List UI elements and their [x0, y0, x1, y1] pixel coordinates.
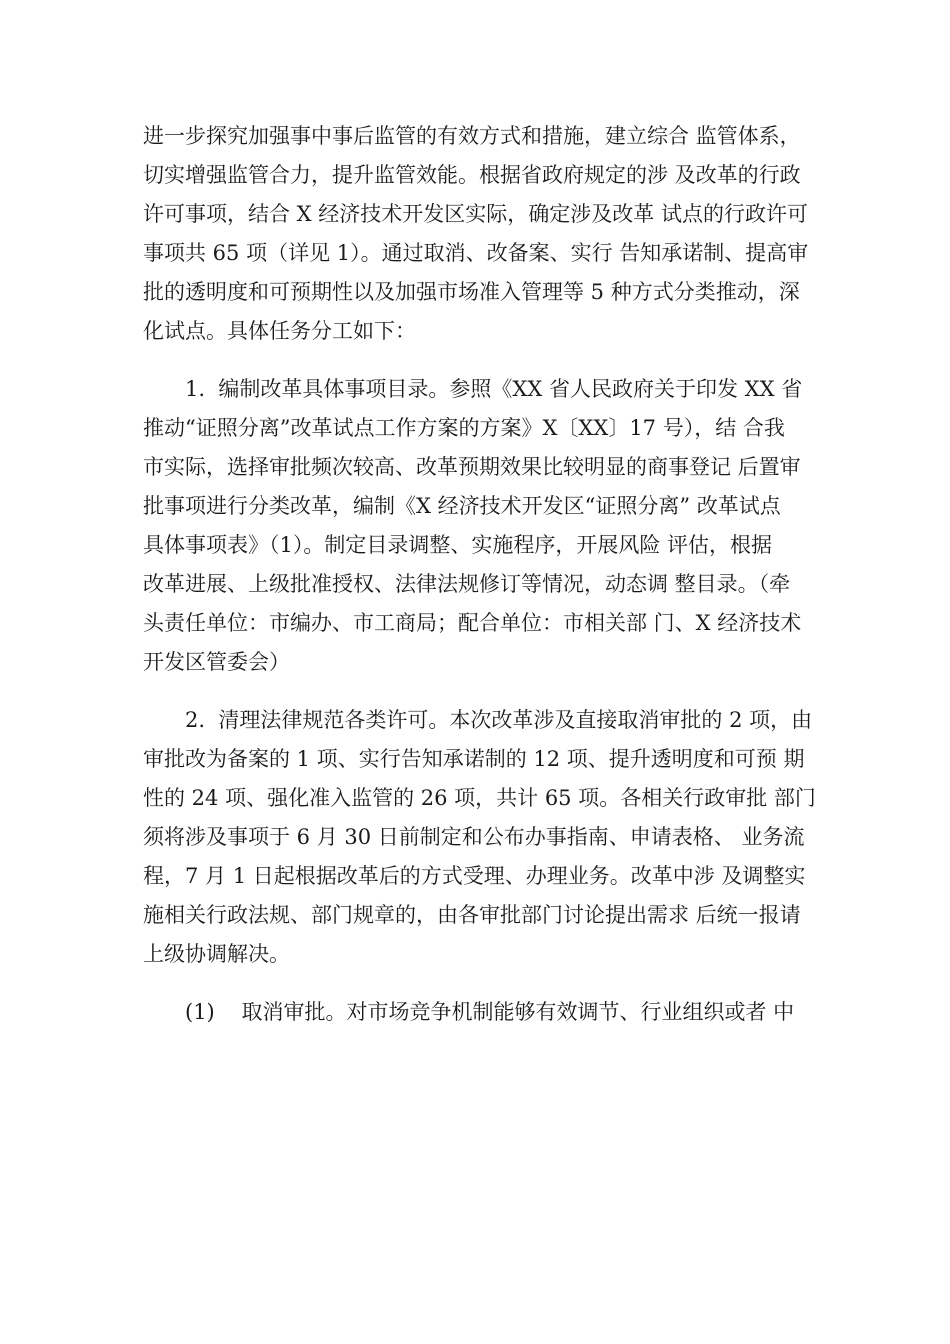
item-text: 编制改革具体事项目录。参照《XX 省人民政府关于印发 XX 省 — [218, 377, 803, 401]
text-line: 程，7 月 1 日起根据改革后的方式受理、办理业务。改革中涉 及调整实 — [143, 864, 806, 888]
text-line: 切实增强监管合力，提升监管效能。根据省政府规定的涉 及改革的行政 — [143, 163, 801, 187]
item-number: 1. — [185, 377, 206, 401]
text-line: 须将涉及事项于 6 月 30 日前制定和公布办事指南、申请表格、 业务流 — [143, 825, 805, 849]
text-line: 批的透明度和可预期性以及加强市场准入管理等 5 种方式分类推动，深 — [143, 280, 800, 304]
item-text: 取消审批。对市场竞争机制能够有效调节、行业组织或者 中 — [241, 1000, 795, 1024]
document-body — [143, 117, 823, 1032]
text-line: 进一步探究加强事中事后监管的有效方式和措施，建立综合 监管体系， — [143, 124, 801, 148]
intro-paragraph — [143, 117, 823, 351]
text-line: 审批改为备案的 1 项、实行告知承诺制的 12 项、提升透明度和可预 期 — [143, 747, 805, 771]
item-number: (1) — [185, 1000, 215, 1024]
text-line: 化试点。具体任务分工如下： — [143, 319, 416, 343]
item-number: 2. — [185, 708, 206, 732]
text-line: 市实际，选择审批频次较高、改革预期效果比较明显的商事登记 后置审 — [143, 455, 801, 479]
text-line: 性的 24 项、强化准入监管的 26 项，共计 65 项。各相关行政审批 部门 — [143, 786, 816, 810]
text-line: 改革进展、上级批准授权、法律法规修订等情况，动态调 整目录。（牵 — [143, 572, 791, 596]
text-line: 推动“证照分离”改革试点工作方案的方案》X〔XX〕17 号），结 合我 — [143, 416, 785, 440]
text-line: 头责任单位：市编办、市工商局；配合单位：市相关部 门、X 经济技术 — [143, 611, 802, 635]
text-line: 开发区管委会） — [143, 650, 290, 674]
text-line: 许可事项，结合 X 经济技术开发区实际，确定涉及改革 试点的行政许可 — [143, 202, 808, 226]
text-line: 事项共 65 项（详见 1）。通过取消、改备案、实行 告知承诺制、提高审 — [143, 241, 809, 265]
text-line: 施相关行政法规、部门规章的，由各审批部门讨论提出需求 后统一报请 — [143, 903, 801, 927]
item-1-paragraph — [143, 370, 823, 682]
text-line — [143, 993, 823, 1032]
item-2-paragraph — [143, 701, 823, 974]
text-line: 上级协调解决。 — [143, 942, 290, 966]
text-line: 具体事项表》（1）。制定目录调整、实施程序，开展风险 评估，根据 — [143, 533, 773, 557]
text-line — [143, 370, 823, 409]
item-3-paragraph — [143, 993, 823, 1032]
text-line — [143, 701, 823, 740]
text-line: 批事项进行分类改革，编制《X 经济技术开发区“证照分离” 改革试点 — [143, 494, 781, 518]
item-text: 清理法律规范各类许可。本次改革涉及直接取消审批的 2 项，由 — [218, 708, 813, 732]
